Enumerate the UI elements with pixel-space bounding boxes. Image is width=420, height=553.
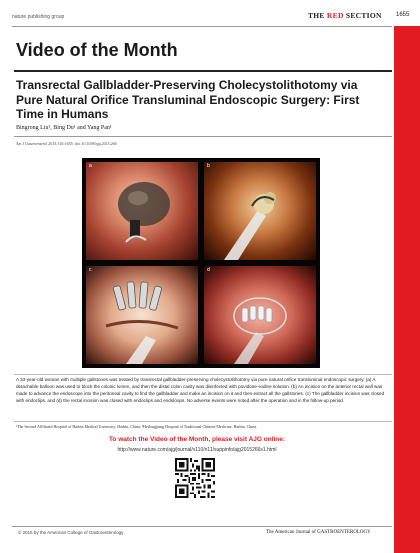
balloon-illustration xyxy=(86,162,198,260)
figure-panel-c xyxy=(86,266,198,364)
publisher-label: nature publishing group xyxy=(12,14,65,20)
article-title: Transrectal Gallbladder-Preserving Cholecystolithotomy via Pure Natural Orifice Transluminal Endoscopic Surgery: First Time in Humans xyxy=(16,78,360,121)
affiliation-note: ¹The Second Affiliated Hospital of Harbin Medical University, Harbin, China; ²Heilongjiang Hospital of Traditional Chinese Medicine, Harbin, China. xyxy=(16,424,258,429)
gallstone-extraction-illustration xyxy=(204,162,316,260)
header-divider xyxy=(12,26,392,27)
journal-name: The American Journal of GASTROENTEROLOGY xyxy=(266,530,371,535)
authors-line: Bingrong Liu¹, Bing Du¹ and Yang Pan¹ xyxy=(16,125,112,131)
video-url-link[interactable]: http://www.nature.com/ajg/journal/v110/n11/suppinfo/ajg2015266s1.html xyxy=(117,447,277,453)
red-section-sidebar xyxy=(394,26,420,553)
endoscopy-figure xyxy=(82,158,320,368)
endoloop-closure-illustration xyxy=(204,266,316,364)
footer-divider xyxy=(12,526,392,527)
citation-line: Am J Gastroenterol 2015;110:1655; doi:10.1038/ajg.2015.266 xyxy=(16,141,117,146)
figure-caption: A 33-year-old woman with multiple gallstones was treated by transrectal gallbladder-preserving cholecystolithotomy via pure natural orifice transluminal endoscopic surgery. (a) A detachable balloon was used to block the colonic lumen, and then the distal colon cavity was disinfected with povidone–iodine solution. (b) An incision on the anterior rectal wall was made to advance the endoscope into the peritoneal cavity to find the gallbladder and make an incision on it and then extract all the gallstones. (c) The gallbladder incision was closed with endoclips, and (d) the rectal incision was closed with endoclips and endoloops. No adverse events were noted after the operation and in the follow-up period. xyxy=(16,377,385,403)
panel-label: c xyxy=(89,267,92,273)
video-of-month-heading: Video of the Month xyxy=(16,40,178,60)
section-prefix: THE xyxy=(308,11,327,20)
page-number: 1655 xyxy=(396,12,410,18)
figure-panel-b xyxy=(204,162,316,260)
figure-panel-a xyxy=(86,162,198,260)
section-suffix: SECTION xyxy=(343,11,382,20)
section-accent: RED xyxy=(326,11,344,20)
figure-panel-d xyxy=(204,266,316,364)
endoclips-illustration xyxy=(86,266,198,364)
panel-label: a xyxy=(89,163,92,169)
qr-code[interactable] xyxy=(175,458,215,498)
copyright-text: © 2015 by the American College of Gastroenterology xyxy=(18,530,124,535)
section-label xyxy=(308,11,382,20)
caption-divider xyxy=(14,421,392,422)
watch-video-prompt: To watch the Video of the Month, please visit AJG online: xyxy=(108,436,286,443)
heading-divider xyxy=(14,70,392,72)
authors-divider xyxy=(14,136,392,137)
figure-divider xyxy=(14,374,392,375)
panel-label: b xyxy=(207,163,210,169)
panel-label: d xyxy=(207,267,210,273)
